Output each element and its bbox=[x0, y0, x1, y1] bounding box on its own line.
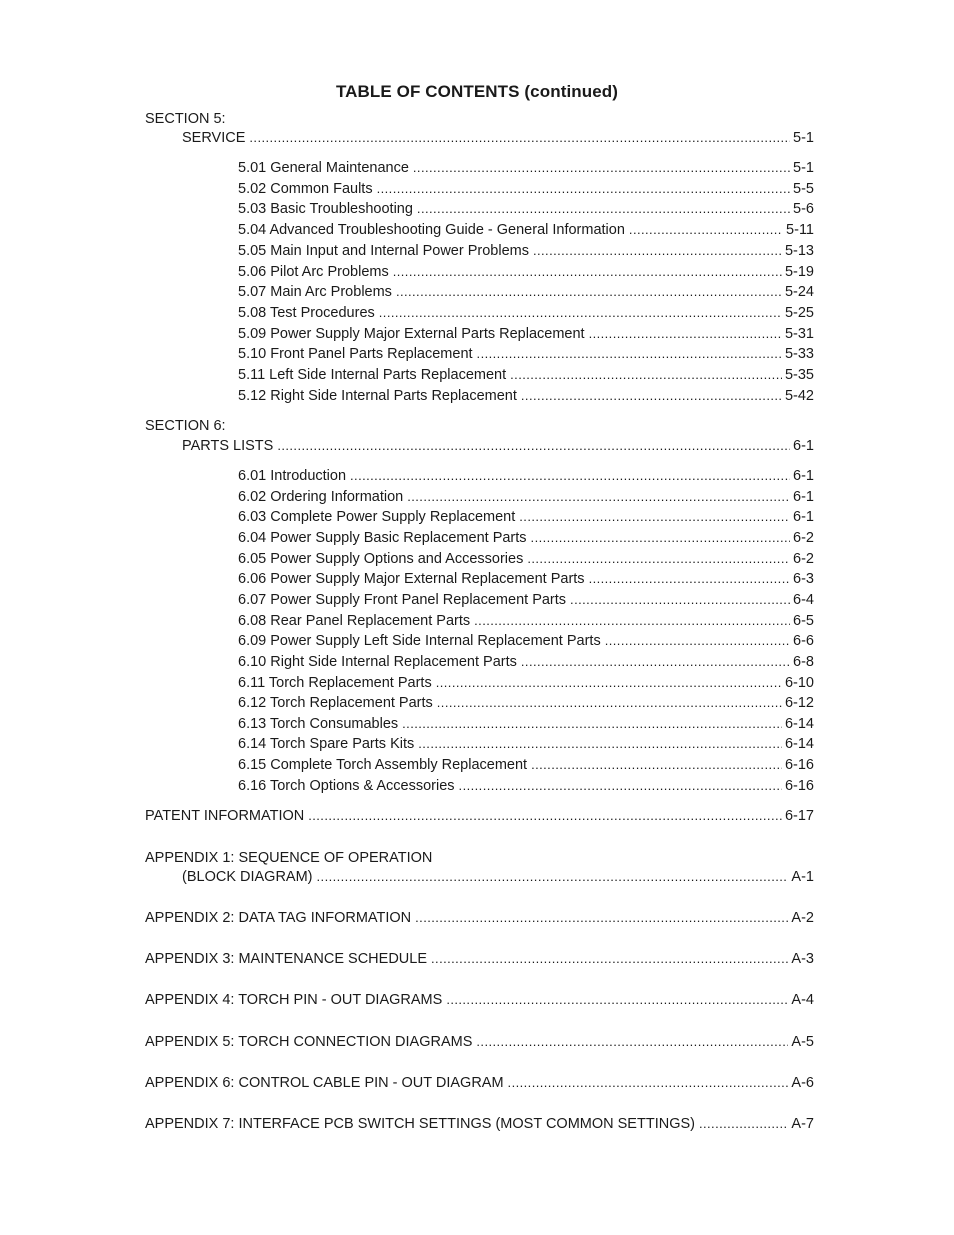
toc-entry-page: 6-14 bbox=[784, 715, 814, 732]
toc-entry-label: 5.10 Front Panel Parts Replacement bbox=[238, 346, 473, 363]
toc-entry-label: 6.10 Right Side Internal Replacement Parts bbox=[238, 653, 517, 670]
toc-entry-section-6-3[interactable] bbox=[238, 507, 814, 527]
toc-entry-page: 5-1 bbox=[793, 160, 814, 176]
toc-entry-appendix-2[interactable] bbox=[145, 949, 814, 969]
dot-leader bbox=[415, 908, 788, 928]
appendix-1-heading: APPENDIX 1: SEQUENCE OF OPERATION bbox=[145, 850, 433, 866]
dot-leader bbox=[605, 631, 790, 651]
toc-entry-label: 6.16 Torch Options & Accessories bbox=[238, 777, 455, 794]
toc-entry-section-6-14[interactable] bbox=[238, 734, 814, 754]
toc-entry-label: 6.04 Power Supply Basic Replacement Parts bbox=[238, 529, 527, 546]
toc-entry-section-5-12[interactable] bbox=[238, 386, 814, 406]
toc-entry-page: A-7 bbox=[791, 1116, 814, 1132]
toc-entry-page: 6-8 bbox=[793, 653, 814, 670]
dot-leader bbox=[308, 806, 782, 826]
dot-leader bbox=[519, 507, 790, 527]
toc-entry-label: APPENDIX 3: MAINTENANCE SCHEDULE bbox=[145, 951, 428, 968]
toc-entry-page: 6-2 bbox=[793, 550, 814, 567]
section-6-heading: SECTION 6: bbox=[145, 418, 226, 434]
dot-leader bbox=[533, 241, 782, 261]
toc-entry-page: 5-35 bbox=[784, 367, 814, 383]
toc-entry-page: 5-19 bbox=[784, 263, 814, 280]
toc-entry-section-6-16[interactable] bbox=[238, 776, 814, 796]
toc-entry-appendix-4[interactable] bbox=[145, 1032, 814, 1052]
dot-leader bbox=[350, 466, 790, 486]
toc-entry-section-6-6[interactable] bbox=[238, 569, 814, 589]
dot-leader bbox=[379, 303, 782, 323]
toc-entry-page: A-3 bbox=[791, 951, 814, 968]
toc-entry-label: 6.05 Power Supply Options and Accessories bbox=[238, 550, 524, 567]
toc-entry-page: 5-6 bbox=[793, 201, 814, 218]
toc-entry-label: 6.08 Rear Panel Replacement Parts bbox=[238, 612, 471, 629]
toc-entry-page: A-4 bbox=[791, 992, 814, 1009]
dot-leader bbox=[396, 282, 782, 302]
toc-entry-page: 5-25 bbox=[784, 304, 814, 321]
toc-entry-section-6-11[interactable] bbox=[238, 673, 814, 693]
toc-entry-page: 5-33 bbox=[784, 346, 814, 363]
toc-entry-section-5-6[interactable] bbox=[238, 262, 814, 282]
toc-entry-page: 5-13 bbox=[784, 242, 814, 259]
dot-leader bbox=[629, 220, 783, 240]
toc-entry-label: 5.01 General Maintenance bbox=[238, 160, 409, 176]
toc-entry-label: 6.12 Torch Replacement Parts bbox=[238, 695, 433, 712]
dot-leader bbox=[413, 158, 790, 178]
toc-entry-label: 5.05 Main Input and Internal Power Problems bbox=[238, 242, 529, 259]
toc-entry-label: APPENDIX 7: INTERFACE PCB SWITCH SETTINGS (MOST COMMON SETTINGS) bbox=[145, 1116, 695, 1132]
toc-entry-label: 5.04 Advanced Troubleshooting Guide - General Information bbox=[238, 222, 625, 239]
toc-entry-page: 6-4 bbox=[793, 591, 814, 608]
toc-entry-label: 5.12 Right Side Internal Parts Replacement bbox=[238, 387, 517, 404]
dot-leader bbox=[393, 262, 782, 282]
toc-entry-appendix-1[interactable] bbox=[182, 867, 814, 887]
toc-entry-page: 6-14 bbox=[784, 736, 814, 753]
dot-leader bbox=[459, 776, 782, 796]
toc-entry-page: 5-11 bbox=[786, 222, 814, 239]
toc-entry-label: 6.03 Complete Power Supply Replacement bbox=[238, 509, 516, 526]
toc-entry-page: 6-6 bbox=[793, 633, 814, 650]
toc-entry-page: 6-10 bbox=[784, 674, 814, 691]
toc-entry-page: 6-1 bbox=[793, 488, 814, 505]
toc-entry-section-6-1[interactable] bbox=[238, 466, 814, 486]
toc-entry-page: A-5 bbox=[791, 1033, 814, 1050]
toc-entry-page: 6-16 bbox=[784, 757, 814, 774]
dot-leader bbox=[699, 1114, 788, 1134]
toc-entry-section-6-4[interactable] bbox=[238, 528, 814, 548]
dot-leader bbox=[436, 673, 782, 693]
dot-leader bbox=[477, 344, 782, 364]
dot-leader bbox=[589, 324, 782, 344]
toc-entry-label: 5.07 Main Arc Problems bbox=[238, 284, 392, 301]
toc-entry-label: 5.09 Power Supply Major External Parts Replacement bbox=[238, 325, 585, 342]
toc-entry-appendix-6[interactable] bbox=[145, 1114, 814, 1134]
dot-leader bbox=[402, 714, 782, 734]
toc-entry-appendix-3[interactable] bbox=[145, 990, 814, 1010]
section-5-heading: SECTION 5: bbox=[145, 111, 226, 127]
toc-entry-page: A-2 bbox=[791, 910, 814, 926]
toc-entry-section-6-9[interactable] bbox=[238, 631, 814, 651]
dot-leader bbox=[417, 199, 790, 219]
toc-entry-label: 5.06 Pilot Arc Problems bbox=[238, 263, 389, 280]
toc-entry-service[interactable] bbox=[182, 128, 814, 148]
toc-entry-page: 6-12 bbox=[784, 695, 814, 712]
toc-entry-label: 5.11 Left Side Internal Parts Replacement bbox=[238, 367, 507, 383]
dot-leader bbox=[508, 1073, 789, 1093]
toc-entry-label: 6.14 Torch Spare Parts Kits bbox=[238, 736, 415, 753]
dot-leader bbox=[589, 569, 790, 589]
toc-entry-page: A-1 bbox=[791, 869, 814, 885]
toc-entry-label: SERVICE bbox=[182, 130, 246, 146]
dot-leader bbox=[377, 179, 790, 199]
toc-entry-label: 6.13 Torch Consumables bbox=[238, 715, 399, 732]
toc-entry-label: 6.11 Torch Replacement Parts bbox=[238, 674, 432, 691]
toc-entry-page: 5-1 bbox=[793, 130, 814, 146]
toc-entry-section-5-2[interactable] bbox=[238, 179, 814, 199]
toc-entry-section-6-10[interactable] bbox=[238, 652, 814, 672]
toc-entry-page: 6-1 bbox=[793, 438, 814, 454]
dot-leader bbox=[521, 652, 790, 672]
toc-entry-page: 5-42 bbox=[784, 387, 814, 404]
dot-leader bbox=[474, 611, 790, 631]
toc-entry-label: 6.02 Ordering Information bbox=[238, 488, 404, 505]
toc-entry-page: 6-17 bbox=[784, 808, 814, 824]
toc-entry-parts-lists[interactable] bbox=[182, 436, 814, 456]
toc-entry-appendix-5[interactable] bbox=[145, 1073, 814, 1093]
toc-entry-label: 5.02 Common Faults bbox=[238, 180, 373, 197]
dot-leader bbox=[527, 549, 790, 569]
toc-entry-section-5-1[interactable] bbox=[238, 158, 814, 178]
toc-entry-label: 6.06 Power Supply Major External Replacement Parts bbox=[238, 571, 585, 588]
dot-leader bbox=[531, 528, 790, 548]
dot-leader bbox=[446, 990, 788, 1010]
toc-entry-label: APPENDIX 4: TORCH PIN - OUT DIAGRAMS bbox=[145, 992, 443, 1009]
toc-entry-page: A-6 bbox=[791, 1074, 814, 1091]
toc-entry-label: PATENT INFORMATION bbox=[145, 808, 305, 824]
toc-entry-section-6-8[interactable] bbox=[238, 611, 814, 631]
dot-leader bbox=[431, 949, 788, 969]
dot-leader bbox=[249, 128, 790, 148]
toc-entry-page: 5-31 bbox=[784, 325, 814, 342]
dot-leader bbox=[277, 436, 790, 456]
dot-leader bbox=[531, 755, 782, 775]
toc-entry-section-6-7[interactable] bbox=[238, 590, 814, 610]
toc-entry-section-5-3[interactable] bbox=[238, 199, 814, 219]
toc-entry-section-5-5[interactable] bbox=[238, 241, 814, 261]
toc-entry-page: 6-5 bbox=[793, 612, 814, 629]
toc-entry-patent-information[interactable] bbox=[145, 806, 814, 826]
toc-entry-label: APPENDIX 2: DATA TAG INFORMATION bbox=[145, 910, 412, 926]
toc-entry-section-5-4[interactable] bbox=[238, 220, 814, 240]
toc-entry-section-6-12[interactable] bbox=[238, 693, 814, 713]
dot-leader bbox=[570, 590, 790, 610]
toc-entry-section-6-2[interactable] bbox=[238, 487, 814, 507]
toc-entry-label: 6.07 Power Supply Front Panel Replacement Parts bbox=[238, 591, 567, 608]
toc-entry-label: (BLOCK DIAGRAM) bbox=[182, 869, 313, 885]
toc-entry-section-6-5[interactable] bbox=[238, 549, 814, 569]
toc-entry-section-5-11[interactable] bbox=[238, 365, 814, 385]
toc-entry-section-5-7[interactable] bbox=[238, 282, 814, 302]
dot-leader bbox=[521, 386, 782, 406]
toc-entry-page: 6-1 bbox=[793, 509, 814, 526]
dot-leader bbox=[317, 867, 789, 887]
toc-entry-page: 6-3 bbox=[793, 571, 814, 588]
toc-entry-page: 5-5 bbox=[793, 180, 814, 197]
dot-leader bbox=[437, 693, 782, 713]
dot-leader bbox=[510, 365, 782, 385]
toc-entry-section-5-10[interactable] bbox=[238, 344, 814, 364]
toc-entry-page: 5-24 bbox=[784, 284, 814, 301]
toc-entry-label: APPENDIX 5: TORCH CONNECTION DIAGRAMS bbox=[145, 1033, 473, 1050]
toc-entry-appendix-1[interactable] bbox=[145, 908, 814, 928]
dot-leader bbox=[418, 734, 782, 754]
dot-leader bbox=[476, 1032, 788, 1052]
toc-entry-section-6-13[interactable] bbox=[238, 714, 814, 734]
toc-entry-label: PARTS LISTS bbox=[182, 438, 274, 454]
toc-entry-section-5-8[interactable] bbox=[238, 303, 814, 323]
toc-entry-label: 5.08 Test Procedures bbox=[238, 304, 375, 321]
toc-entry-label: APPENDIX 6: CONTROL CABLE PIN - OUT DIAGRAM bbox=[145, 1074, 504, 1091]
page-title: TABLE OF CONTENTS (continued) bbox=[335, 82, 619, 101]
toc-entry-label: 6.09 Power Supply Left Side Internal Replacement Parts bbox=[238, 633, 601, 650]
toc-entry-section-6-15[interactable] bbox=[238, 755, 814, 775]
dot-leader bbox=[407, 487, 790, 507]
toc-entry-label: 6.01 Introduction bbox=[238, 468, 347, 484]
toc-entry-label: 6.15 Complete Torch Assembly Replacement bbox=[238, 757, 528, 774]
toc-entry-section-5-9[interactable] bbox=[238, 324, 814, 344]
toc-entry-page: 6-2 bbox=[793, 529, 814, 546]
toc-entry-label: 5.03 Basic Troubleshooting bbox=[238, 201, 413, 218]
toc-entry-page: 6-16 bbox=[784, 777, 814, 794]
toc-entry-page: 6-1 bbox=[793, 468, 814, 484]
